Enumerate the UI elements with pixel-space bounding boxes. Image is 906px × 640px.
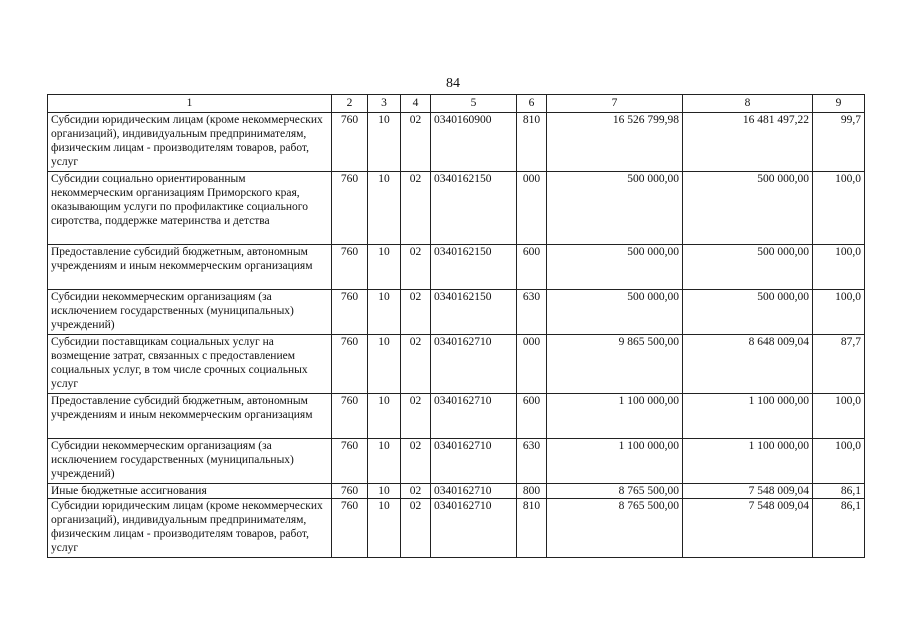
expense-type-code: 810 <box>517 113 547 172</box>
planned-amount: 1 100 000,00 <box>547 394 683 439</box>
planned-amount: 1 100 000,00 <box>547 439 683 484</box>
planned-amount: 500 000,00 <box>547 172 683 245</box>
execution-percent: 100,0 <box>813 172 865 245</box>
executed-amount: 8 648 009,04 <box>683 335 813 394</box>
executed-amount: 500 000,00 <box>683 290 813 335</box>
item-name: Иные бюджетные ассигнования <box>48 484 332 499</box>
item-name: Субсидии поставщикам социальных услуг на возмещение затрат, связанных с предоставлением социальных услуг, в том числе срочных социальных услуг <box>48 335 332 394</box>
subsection-code: 02 <box>401 439 431 484</box>
ministry-code: 760 <box>332 245 368 290</box>
section-code: 10 <box>368 113 401 172</box>
item-name: Субсидии юридическим лицам (кроме некоммерческих организаций), индивидуальным предпринимателям, физическим лицам - производителям товаров, работ, услуг <box>48 113 332 172</box>
planned-amount: 500 000,00 <box>547 245 683 290</box>
section-code: 10 <box>368 245 401 290</box>
target-article-code: 0340162150 <box>431 290 517 335</box>
planned-amount: 8 765 500,00 <box>547 484 683 499</box>
planned-amount: 16 526 799,98 <box>547 113 683 172</box>
execution-percent: 86,1 <box>813 484 865 499</box>
header-cell: 5 <box>431 95 517 113</box>
item-name: Предоставление субсидий бюджетным, автономным учреждениям и иным некоммерческим организациям <box>48 245 332 290</box>
table-row <box>48 499 865 558</box>
executed-amount: 1 100 000,00 <box>683 394 813 439</box>
budget-table <box>47 94 865 558</box>
execution-percent: 99,7 <box>813 113 865 172</box>
table-row <box>48 172 865 245</box>
item-name: Субсидии некоммерческим организациям (за исключением государственных (муниципальных) учреждений) <box>48 439 332 484</box>
item-name: Субсидии некоммерческим организациям (за исключением государственных (муниципальных) учреждений) <box>48 290 332 335</box>
subsection-code: 02 <box>401 113 431 172</box>
header-cell: 4 <box>401 95 431 113</box>
expense-type-code: 630 <box>517 439 547 484</box>
execution-percent: 100,0 <box>813 394 865 439</box>
execution-percent: 87,7 <box>813 335 865 394</box>
section-code: 10 <box>368 484 401 499</box>
subsection-code: 02 <box>401 172 431 245</box>
section-code: 10 <box>368 394 401 439</box>
subsection-code: 02 <box>401 394 431 439</box>
expense-type-code: 000 <box>517 335 547 394</box>
executed-amount: 16 481 497,22 <box>683 113 813 172</box>
ministry-code: 760 <box>332 394 368 439</box>
header-cell: 6 <box>517 95 547 113</box>
planned-amount: 8 765 500,00 <box>547 499 683 558</box>
expense-type-code: 600 <box>517 394 547 439</box>
executed-amount: 500 000,00 <box>683 172 813 245</box>
section-code: 10 <box>368 290 401 335</box>
target-article-code: 0340162710 <box>431 499 517 558</box>
table-row <box>48 484 865 499</box>
ministry-code: 760 <box>332 484 368 499</box>
expense-type-code: 630 <box>517 290 547 335</box>
table-row <box>48 290 865 335</box>
executed-amount: 1 100 000,00 <box>683 439 813 484</box>
executed-amount: 7 548 009,04 <box>683 484 813 499</box>
section-code: 10 <box>368 172 401 245</box>
target-article-code: 0340162710 <box>431 484 517 499</box>
section-code: 10 <box>368 439 401 484</box>
ministry-code: 760 <box>332 439 368 484</box>
header-cell: 9 <box>813 95 865 113</box>
subsection-code: 02 <box>401 499 431 558</box>
ministry-code: 760 <box>332 499 368 558</box>
expense-type-code: 600 <box>517 245 547 290</box>
header-cell: 2 <box>332 95 368 113</box>
page-number: 84 <box>446 76 460 91</box>
table-row <box>48 335 865 394</box>
item-name: Субсидии социально ориентированным некоммерческим организациям Приморского края, оказывающим услуги по профилактике социального сиротства, поддержке материнства и детства <box>48 172 332 245</box>
ministry-code: 760 <box>332 290 368 335</box>
header-cell: 1 <box>48 95 332 113</box>
header-cell: 3 <box>368 95 401 113</box>
table-row <box>48 394 865 439</box>
expense-type-code: 810 <box>517 499 547 558</box>
executed-amount: 500 000,00 <box>683 245 813 290</box>
execution-percent: 100,0 <box>813 245 865 290</box>
item-name: Субсидии юридическим лицам (кроме некоммерческих организаций), индивидуальным предпринимателям, физическим лицам - производителям товаров, работ, услуг <box>48 499 332 558</box>
ministry-code: 760 <box>332 113 368 172</box>
section-code: 10 <box>368 499 401 558</box>
planned-amount: 500 000,00 <box>547 290 683 335</box>
ministry-code: 760 <box>332 172 368 245</box>
planned-amount: 9 865 500,00 <box>547 335 683 394</box>
header-cell: 7 <box>547 95 683 113</box>
expense-type-code: 000 <box>517 172 547 245</box>
subsection-code: 02 <box>401 245 431 290</box>
subsection-code: 02 <box>401 484 431 499</box>
section-code: 10 <box>368 335 401 394</box>
target-article-code: 0340162710 <box>431 439 517 484</box>
table-row <box>48 113 865 172</box>
target-article-code: 0340160900 <box>431 113 517 172</box>
target-article-code: 0340162150 <box>431 172 517 245</box>
expense-type-code: 800 <box>517 484 547 499</box>
target-article-code: 0340162710 <box>431 335 517 394</box>
header-row <box>48 95 865 113</box>
table-row <box>48 439 865 484</box>
target-article-code: 0340162710 <box>431 394 517 439</box>
item-name: Предоставление субсидий бюджетным, автономным учреждениям и иным некоммерческим организациям <box>48 394 332 439</box>
target-article-code: 0340162150 <box>431 245 517 290</box>
subsection-code: 02 <box>401 290 431 335</box>
header-cell: 8 <box>683 95 813 113</box>
execution-percent: 100,0 <box>813 439 865 484</box>
ministry-code: 760 <box>332 335 368 394</box>
subsection-code: 02 <box>401 335 431 394</box>
table-row <box>48 245 865 290</box>
executed-amount: 7 548 009,04 <box>683 499 813 558</box>
execution-percent: 86,1 <box>813 499 865 558</box>
execution-percent: 100,0 <box>813 290 865 335</box>
